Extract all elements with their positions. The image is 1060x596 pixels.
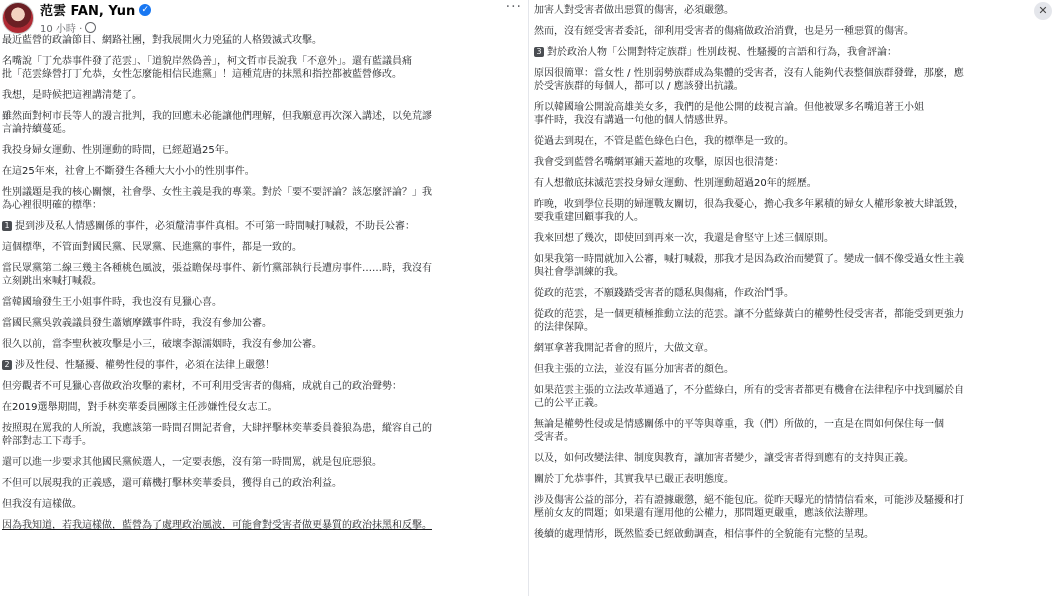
post-paragraph <box>532 473 1060 486</box>
post-paragraph <box>0 477 526 490</box>
paragraph-line: 壓前女友的問題；如果還有運用他的公權力，那問題更嚴重，應該依法辦理。 <box>534 508 874 519</box>
paragraph-line: 按照現在罵我的人所說，我應該第一時間召開記者會，大肆抨擊林奕華委員養狼為患，縱容自己的 <box>2 423 432 434</box>
post-paragraph <box>532 25 1060 38</box>
paragraph-line: 網軍拿著我開記者會的照片，大做文章。 <box>534 343 714 354</box>
paragraph-line: 以及，如何改變法律、制度與教育，讓加害者變少，讓受害者得到應有的支持與正義。 <box>534 453 914 464</box>
post-paragraph <box>0 359 526 372</box>
paragraph-line: 但我沒有這樣做。 <box>2 499 82 510</box>
paragraph-line: 要我重建回顧事我的人。 <box>534 212 644 223</box>
paragraph-line: 性別議題是我的核心關懷，社會學、女性主義是我的專業。對於「要不要評論？該怎麼評論？」我 <box>2 187 432 198</box>
post-paragraph <box>0 241 526 254</box>
paragraph-line: 如果我第一時間就加入公審，喊打喊殺，那我才是因為政治而變質了。變成一個不像受過女性主義 <box>534 254 964 265</box>
post-body-left <box>0 34 526 532</box>
column-divider <box>528 0 529 596</box>
post-paragraph <box>0 110 526 136</box>
paragraph-line: 不但可以展現我的正義感，還可藉機打擊林奕華委員，獲得自己的政治利益。 <box>2 478 342 489</box>
post-paragraph <box>0 317 526 330</box>
paragraph-line: 從政的范雲，不願踐踏受害者的隱私與傷痛，作政治鬥爭。 <box>534 288 794 299</box>
paragraph-line: 關於丁允恭事件，其實我早已嚴正表明態度。 <box>534 474 734 485</box>
paragraph-line: 如果范雲主張的立法改革通過了，不分藍綠白，所有的受害者都更有機會在法律程序中找到屬於自 <box>534 385 964 396</box>
post-paragraph <box>532 363 1060 376</box>
verified-badge-icon: ✓ <box>139 4 151 16</box>
paragraph-line: 幹部對志工下毒手。 <box>2 436 92 447</box>
post-paragraph <box>532 232 1060 245</box>
paragraph-line: 在2019選舉期間，對手林奕華委員團隊主任涉嫌性侵女志工。 <box>2 402 278 413</box>
post-paragraph <box>532 198 1060 224</box>
paragraph-line: 但旁觀者不可見獵心喜做政治攻擊的素材，不可利用受害者的傷痛，成就自己的政治聲勢： <box>2 381 402 392</box>
paragraph-line: 為心裡很明確的標準： <box>2 200 102 211</box>
post-paragraph <box>0 401 526 414</box>
post-paragraph <box>0 34 526 47</box>
paragraph-line: 於受害族群的每個人，都可以 / 應該發出抗議。 <box>534 81 744 92</box>
post-paragraph <box>0 380 526 393</box>
paragraph-line: 涉及性侵、性騷擾、權勢性侵的事件，必須在法律上嚴懲！ <box>15 360 275 371</box>
paragraph-line: 雖然面對柯市長等人的謾言批判，我的回應未必能讓他們理解，但我願意再次深入講述，以免荒謬 <box>2 111 432 122</box>
post-paragraph <box>0 456 526 469</box>
avatar[interactable] <box>2 2 34 34</box>
paragraph-line: 當韓國瑜發生王小姐事件時，我也沒有見獵心喜。 <box>2 297 222 308</box>
post-paragraph <box>532 101 1060 127</box>
more-horizontal-icon[interactable]: ··· <box>505 0 522 15</box>
paragraph-line: 從過去到現在，不管是藍色綠色白色，我的標準是一致的。 <box>534 136 794 147</box>
paragraph-line: 因為我知道，若我這樣做，藍營為了處理政治風波，可能會對受害者做更暴質的政治抹黑和反擊。 <box>2 520 432 531</box>
post-paragraph <box>532 4 1060 17</box>
paragraph-line: 昨晚，收到學位長期的婦運戰友關切，很為我憂心，擔心我多年累積的婦女人權形象被大肆詆毀， <box>534 199 964 210</box>
author-name[interactable]: 范雲 FAN, Yun <box>40 4 136 19</box>
paragraph-line: 這個標準，不管面對國民黨、民眾黨、民進黨的事件，都是一致的。 <box>2 242 302 253</box>
post-paragraph <box>532 342 1060 355</box>
paragraph-line: 批「范雲綠營打丁允恭，女性怎麼能相信民進黨」！這種荒唐的抹黑和指控都被藍營修改。 <box>2 69 402 80</box>
paragraph-line: 還可以進一步要求其他國民黨候選人，一定要表態，沒有第一時間罵，就是包庇惡狼。 <box>2 457 382 468</box>
paragraph-line: 名嘴說「丁允恭事件發了范雲」、「道貌岸然偽善」，柯文哲市長說我「不意外」。還有藍議員痛 <box>2 56 412 67</box>
left-column <box>0 0 526 596</box>
paragraph-line: 立刻跳出來喊打喊殺。 <box>2 276 102 287</box>
post-paragraph <box>0 422 526 448</box>
post-paragraph <box>532 528 1060 541</box>
paragraph-line: 有人想徹底抹滅范雲投身婦女運動、性別運動超過20年的經歷。 <box>534 178 817 189</box>
post-paragraph <box>532 177 1060 190</box>
paragraph-line: 我想，是時候把這裡講清楚了。 <box>2 90 142 101</box>
post-paragraph <box>532 156 1060 169</box>
paragraph-line: 與社會學訓練的我。 <box>534 267 624 278</box>
paragraph-line: 涉及傷害公益的部分，若有證據嚴懲，絕不能包庇。從昨天曝光的情情信看來，可能涉及騷擾和打 <box>534 495 964 506</box>
paragraph-line: 當民眾黨第二線三幾主各種桃色風波，張益瞻保母事件、新竹黨部執行長遭房事件……時，我沒有 <box>2 263 432 274</box>
post-paragraph <box>532 418 1060 444</box>
post-paragraph <box>532 46 1060 59</box>
paragraph-line: 提到涉及私人情感關係的事件，必須釐清事件真相。不可第一時間喊打喊殺，不助長公審： <box>15 221 415 232</box>
paragraph-line: 原因很簡單：當女性 / 性別弱勢族群成為集體的受害者，沒有人能夠代表整個族群發聲，那麼，應 <box>534 68 964 79</box>
paragraph-line: 言論持續蔓延。 <box>2 124 72 135</box>
number-badge-icon: 1 <box>2 221 12 231</box>
post-paragraph <box>0 498 526 511</box>
paragraph-line: 我來回想了幾次，即使回到再來一次，我還是會堅守上述三個原則。 <box>534 233 834 244</box>
post-paragraph <box>0 519 526 532</box>
post-paragraph <box>532 384 1060 410</box>
right-column <box>532 0 1060 596</box>
post-paragraph <box>532 253 1060 279</box>
paragraph-line: 所以韓國瑜公開說高雄美女多，我們的是他公開的歧視言論。但他被眾多名嘴追著王小姐 <box>534 102 924 113</box>
post-meta <box>40 20 151 35</box>
paragraph-line: 事件時，我沒有講過一句他的個人情感世界。 <box>534 115 734 126</box>
paragraph-line: 我會受到藍營名嘴網軍鋪天蓋地的攻擊，原因也很清楚： <box>534 157 784 168</box>
paragraph-line: 的法律保障。 <box>534 322 594 333</box>
post-paragraph <box>0 165 526 178</box>
paragraph-line: 受害者。 <box>534 432 574 443</box>
paragraph-line: 但我主張的立法，並沒有區分加害者的顏色。 <box>534 364 734 375</box>
paragraph-line: 加害人對受害者做出惡質的傷害，必須嚴懲。 <box>534 5 734 16</box>
number-badge-icon: 2 <box>2 360 12 370</box>
post-header <box>0 0 526 34</box>
paragraph-line: 從政的范雲，是一個更積極推動立法的范雲。讓不分藍綠黃白的權勢性侵受害者，都能受到更強力 <box>534 309 964 320</box>
post-paragraph <box>532 452 1060 465</box>
paragraph-line: 然而，沒有經受害者委託，卻利用受害者的傷痛做政治消費，也是另一種惡質的傷害。 <box>534 26 914 37</box>
post-body-right <box>532 0 1060 541</box>
post-paragraph <box>532 135 1060 148</box>
author-block <box>40 0 151 35</box>
post-paragraph <box>0 89 526 102</box>
paragraph-line: 後續的處理情形，既然監委已經啟動調查，相信事件的全貌能有完整的呈現。 <box>534 529 874 540</box>
post-paragraph <box>0 262 526 288</box>
paragraph-line: 最近藍營的政論節目、網路社團，對我展開火力兇猛的人格毀滅式攻擊。 <box>2 35 322 46</box>
number-badge-icon: 3 <box>534 47 544 57</box>
post-paragraph <box>0 338 526 351</box>
paragraph-line: 很久以前，當李聖秋被攻擊是小三，破壞李源濡姻時，我沒有參加公審。 <box>2 339 322 350</box>
post-paragraph <box>532 67 1060 93</box>
post-paragraph <box>0 186 526 212</box>
paragraph-line: 當國民黨吳敦義議員發生蕭嬪摩鐵事件時，我沒有參加公審。 <box>2 318 272 329</box>
post-paragraph <box>532 287 1060 300</box>
paragraph-line: 在這25年來，社會上不斷發生各種大大小小的性別事件。 <box>2 166 255 177</box>
post-paragraph <box>0 144 526 157</box>
paragraph-line: 我投身婦女運動、性別運動的時間，已經超過25年。 <box>2 145 235 156</box>
post-paragraph <box>532 308 1060 334</box>
paragraph-line: 無論是權勢性侵或是情感關係中的平等與尊重，我（們）所做的，一直是在問如何保住每一個 <box>534 419 944 430</box>
post-paragraph <box>0 55 526 81</box>
paragraph-line: 對於政治人物「公開對特定族群」性別歧視、性騷擾的言語和行為，我會評論： <box>547 47 897 58</box>
close-icon[interactable]: ✕ <box>1034 2 1052 20</box>
paragraph-line: 己的公平正義。 <box>534 398 604 409</box>
post-paragraph <box>0 220 526 233</box>
post-paragraph <box>0 296 526 309</box>
post-time[interactable]: 10 小時 · <box>40 24 83 35</box>
post-paragraph <box>532 494 1060 520</box>
globe-icon <box>85 22 96 33</box>
